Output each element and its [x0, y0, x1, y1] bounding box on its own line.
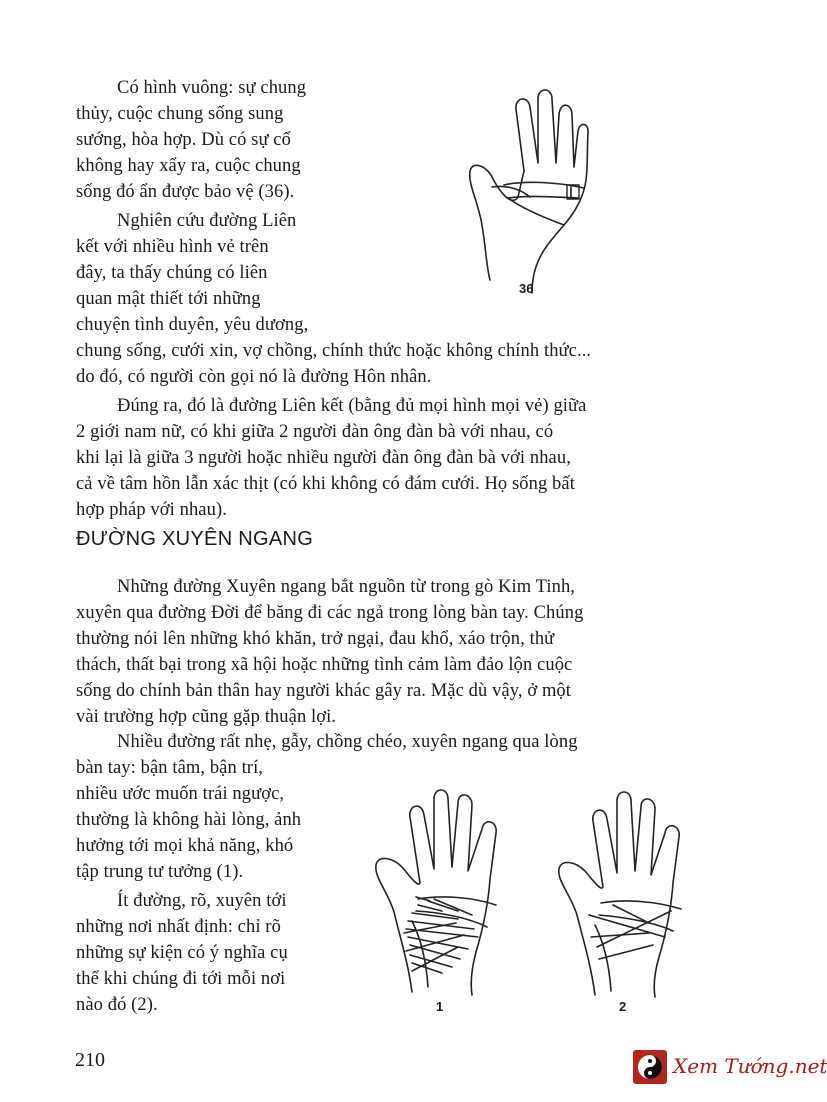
text-line: thường nói lên những khó khăn, trở ngại, đau khổ, xáo trộn, thử: [76, 629, 555, 649]
figure-caption: 1: [436, 999, 444, 1014]
text-line: không hay xẩy ra, cuộc chung: [76, 156, 301, 176]
text-line: vài trường hợp cũng gặp thuận lợi.: [76, 707, 337, 727]
text-line: chuyện tình duyên, yêu dương,: [76, 315, 309, 335]
text-line: đây, ta thấy chúng có liên: [76, 263, 268, 283]
text-line: hưởng tới mọi khả năng, khó: [76, 836, 294, 856]
text-line: nhiều ước muốn trái ngược,: [76, 784, 285, 804]
text-line: chung sống, cưới xin, vợ chồng, chính thức hoặc không chính thức...: [76, 341, 592, 361]
palm-figure-1: [372, 787, 512, 1017]
figure-caption: 2: [619, 999, 627, 1014]
text-line: sống do chính bản thân hay người khác gây ra. Mặc dù vậy, ở một: [76, 681, 572, 701]
text-line: sướng, hòa hợp. Dù có sự cố: [76, 130, 291, 150]
text-line: Nghiên cứu đường Liên: [117, 211, 297, 231]
text-line: thể khi chúng đi tới mỗi nơi: [76, 969, 286, 989]
text-line: thủy, cuộc chung sống sung: [76, 104, 284, 124]
palm-diagram-icon: [372, 787, 512, 1017]
text-line: xuyên qua đường Đời để băng đi các ngả trong lòng bàn tay. Chúng: [76, 603, 584, 623]
text-line: Ít đường, rõ, xuyên tới: [117, 891, 287, 911]
text-line: tập trung tư tưởng (1).: [76, 862, 244, 882]
palm-figure-2: [553, 787, 698, 1017]
watermark-text: Xem Tướng.net: [673, 1054, 827, 1078]
text-line: do đó, có người còn gọi nó là đường Hôn nhân.: [76, 367, 432, 387]
text-line: khi lại là giữa 3 người hoặc nhiều người đàn ông đàn bà với nhau,: [76, 448, 571, 468]
text-line: sống đó ẩn được bảo vệ (36).: [76, 182, 295, 202]
text-line: quan mật thiết tới những: [76, 289, 261, 309]
text-line: thách, thất bại trong xã hội hoặc những tình cảm làm đảo lộn cuộc: [76, 655, 573, 675]
text-line: Nhiều đường rất nhẹ, gẫy, chồng chéo, xuyên ngang qua lòng: [117, 732, 578, 752]
site-watermark: [633, 1047, 827, 1087]
text-line: nào đó (2).: [76, 995, 158, 1015]
text-line: thường là không hài lòng, ảnh: [76, 810, 302, 830]
page-number: 210: [75, 1049, 105, 1071]
text-line: những nơi nhất định: chỉ rõ: [76, 917, 281, 937]
text-line: Có hình vuông: sự chung: [117, 78, 307, 98]
text-line: cả về tâm hồn lẫn xác thịt (có khi không có đám cưới. Họ sống bất: [76, 474, 575, 494]
text-line: những sự kiện có ý nghĩa cụ: [76, 943, 288, 963]
text-line: Đúng ra, đó là đường Liên kết (bằng đủ mọi hình mọi vẻ) giữa: [117, 396, 587, 416]
text-line: Những đường Xuyên ngang bắt nguồn từ trong gò Kim Tinh,: [117, 577, 576, 597]
yin-yang-icon: [633, 1050, 667, 1084]
text-line: kết với nhiều hình vẻ trên: [76, 237, 269, 257]
section-heading: ĐƯỜNG XUYÊN NGANG: [76, 528, 314, 550]
text-line: hợp pháp với nhau).: [76, 500, 227, 520]
figure-caption: 36: [519, 281, 534, 296]
text-line: 2 giới nam nữ, có khi giữa 2 người đàn ông đàn bà với nhau, có: [76, 422, 554, 442]
palm-figure-36: [452, 85, 602, 300]
palm-diagram-icon: [553, 787, 698, 1017]
text-line: bàn tay: bận tâm, bận trí,: [76, 758, 264, 778]
palm-diagram-icon: [452, 85, 602, 300]
